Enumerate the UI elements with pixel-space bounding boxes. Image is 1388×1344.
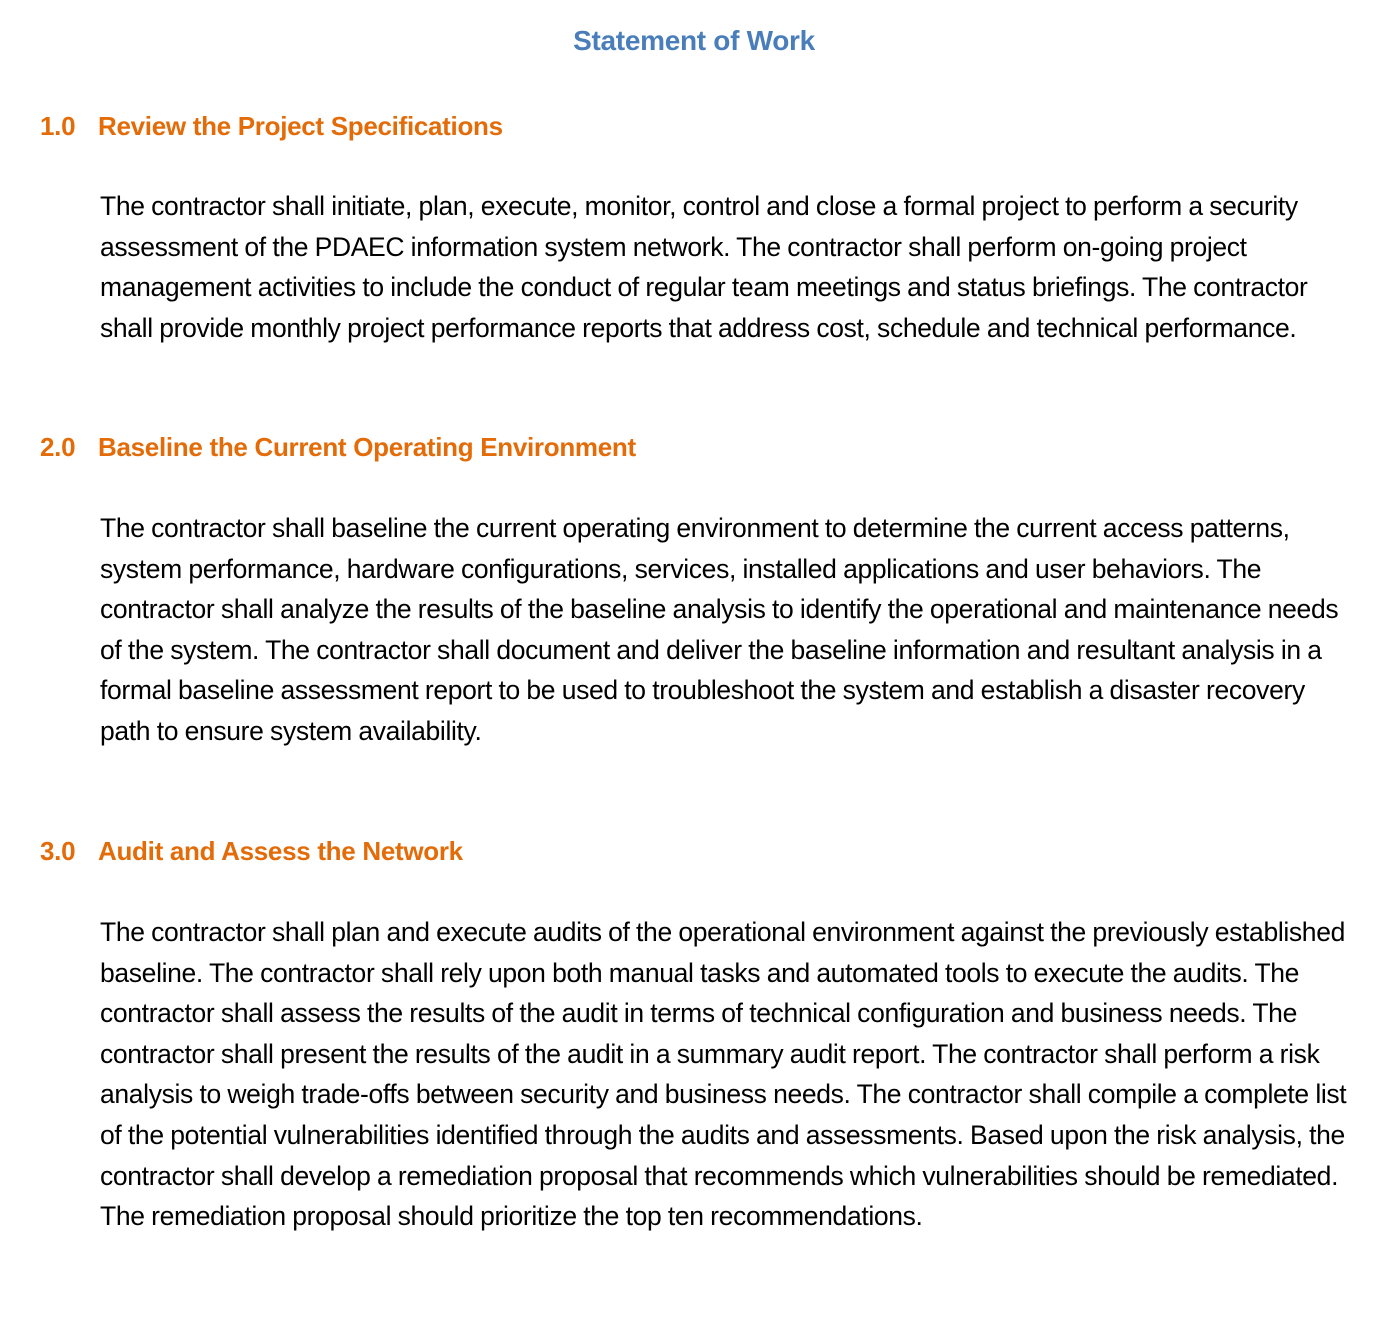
section-number-2: 2.0 xyxy=(40,432,76,462)
section-number-1: 1.0 xyxy=(40,111,76,141)
section-heading-1 xyxy=(40,108,503,144)
section-title-1: Review the Project Specifications xyxy=(98,111,503,141)
section-number-3: 3.0 xyxy=(40,836,76,866)
section-title-3: Audit and Assess the Network xyxy=(98,836,463,866)
section-heading-2 xyxy=(40,429,636,465)
section-body-1: The contractor shall initiate, plan, execute, monitor, control and close a formal project to perform a security assessment of the PDAEC information system network. The contractor shall perform on-going project management activities to include the conduct of regular team meetings and status briefings. The contractor shall provide monthly project performance reports that address cost, schedule and technical performance. xyxy=(100,191,1308,343)
section-body-3: The contractor shall plan and execute audits of the operational environment against the previously established baseline. The contractor shall rely upon both manual tasks and automated tools to execute the audits. The contractor shall assess the results of the audit in terms of technical configuration and business needs. The contractor shall present the results of the audit in a summary audit report. The contractor shall perform a risk analysis to weigh trade-offs between security and business needs. The contractor shall compile a complete list of the potential vulnerabilities identified through the audits and assessments. Based upon the risk analysis, the contractor shall develop a remediation proposal that recommends which vulnerabilities should be remediated. The remediation proposal should prioritize the top ten recommendations. xyxy=(100,917,1347,1232)
section-body-2: The contractor shall baseline the current operating environment to determine the current access patterns, system performance, hardware configurations, services, installed applications and user behaviors. The contractor shall analyze the results of the baseline analysis to identify the operational and maintenance needs of the system. The contractor shall document and deliver the baseline information and resultant analysis in a formal baseline assessment report to be used to troubleshoot the system and establish a disaster recovery path to ensure system availability. xyxy=(100,513,1339,746)
section-heading-3 xyxy=(40,833,463,869)
document-title: Statement of Work xyxy=(573,25,815,56)
section-title-2: Baseline the Current Operating Environment xyxy=(98,432,636,462)
